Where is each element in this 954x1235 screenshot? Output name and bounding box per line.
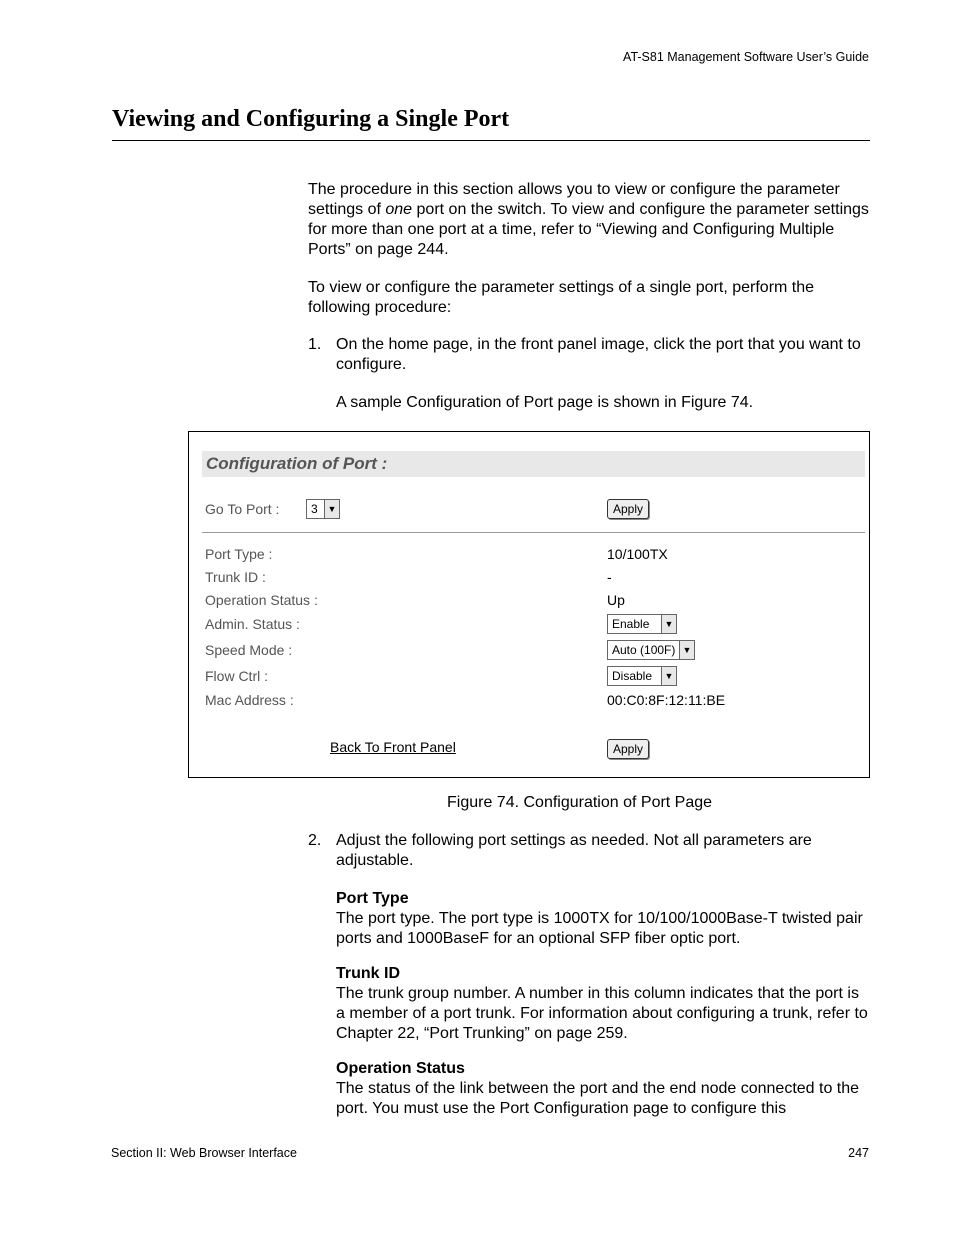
figure-page-title: Configuration of Port : xyxy=(202,451,865,477)
title-rule xyxy=(112,140,870,141)
goto-port-label: Go To Port : xyxy=(205,501,280,517)
operation-status-value: Up xyxy=(607,592,625,608)
running-header: AT-S81 Management Software User’s Guide xyxy=(623,50,869,64)
port-type-heading: Port Type xyxy=(336,890,409,907)
admin-status-label: Admin. Status : xyxy=(205,616,300,632)
figure-caption: Figure 74. Configuration of Port Page xyxy=(447,794,713,811)
trunk-id-description: The trunk group number. A number in this column indicates that the port is a member of a port trunk. For information about configuring a trunk, refer to Chapter 22, “Port Trunking” on page 259. xyxy=(336,985,868,1042)
step-2-text: Adjust the following port settings as needed. Not all parameters are adjustable. xyxy=(336,832,812,869)
port-type-label: Port Type : xyxy=(205,546,273,562)
flow-ctrl-label: Flow Ctrl : xyxy=(205,668,268,684)
chevron-down-icon: ▼ xyxy=(661,667,676,685)
trunk-id-heading: Trunk ID xyxy=(336,965,401,982)
step-1-note: A sample Configuration of Port page is shown in Figure 74. xyxy=(336,394,754,411)
operation-status-description: The status of the link between the port and the end node connected to the port. You must use the Port Configuration page to configure this xyxy=(336,1080,860,1117)
footer-section: Section II: Web Browser Interface xyxy=(111,1146,297,1160)
config-port-figure xyxy=(188,431,870,778)
footer-page-number: 247 xyxy=(848,1146,869,1160)
apply-button-top[interactable]: Apply xyxy=(607,499,649,519)
chevron-down-icon: ▼ xyxy=(661,615,676,633)
trunk-id-value: - xyxy=(607,569,612,585)
chevron-down-icon: ▼ xyxy=(679,641,694,659)
speed-mode-select[interactable]: Auto (100F) ▼ xyxy=(607,640,695,660)
form-separator xyxy=(202,532,865,533)
operation-status-heading: Operation Status xyxy=(336,1060,465,1077)
chevron-down-icon: ▼ xyxy=(324,500,339,518)
port-type-value: 10/100TX xyxy=(607,546,668,562)
intro-paragraph-1: The procedure in this section allows you to view or configure the parameter settings of one port on the switch. To view and configure the parameter settings for more than one port at a time, refer to “Viewing and Configuring Multiple Ports” on page 244. xyxy=(308,181,869,258)
section-title: Viewing and Configuring a Single Port xyxy=(112,106,510,132)
mac-address-value: 00:C0:8F:12:11:BE xyxy=(607,692,726,708)
goto-port-select[interactable]: 3 ▼ xyxy=(306,499,340,519)
speed-mode-label: Speed Mode : xyxy=(205,642,293,658)
step-1-text: On the home page, in the front panel image, click the port that you want to configure. xyxy=(336,336,861,373)
step-2-number: 2. xyxy=(308,832,322,849)
flow-ctrl-select[interactable]: Disable ▼ xyxy=(607,666,677,686)
back-to-front-panel-link[interactable]: Back To Front Panel xyxy=(330,739,456,755)
step-1-number: 1. xyxy=(308,336,322,353)
intro-paragraph-2: To view or configure the parameter settings of a single port, perform the following procedure: xyxy=(308,279,815,316)
apply-button-bottom[interactable]: Apply xyxy=(607,739,649,759)
trunk-id-label: Trunk ID : xyxy=(205,569,266,585)
admin-status-select[interactable]: Enable ▼ xyxy=(607,614,677,634)
operation-status-label: Operation Status : xyxy=(205,592,318,608)
port-type-description: The port type. The port type is 1000TX for 10/100/1000Base-T twisted pair ports and 1000BaseF for an optional SFP fiber optic port. xyxy=(336,910,863,947)
mac-address-label: Mac Address : xyxy=(205,692,294,708)
